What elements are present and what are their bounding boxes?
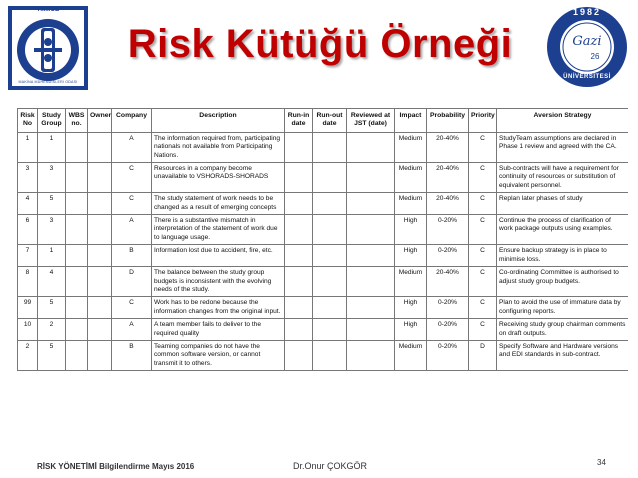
table-cell: 0-20% xyxy=(427,297,469,319)
table-cell: 99 xyxy=(18,297,38,319)
risk-register-table xyxy=(17,108,628,371)
table-cell xyxy=(88,193,112,215)
table-cell: Sub-contracts will have a requirement for continuity of resources or substitution of equivalent personnel. xyxy=(497,163,629,193)
column-header: Reviewed at JST (date) xyxy=(347,109,395,133)
table-cell: C xyxy=(112,297,152,319)
table-cell xyxy=(285,163,313,193)
table-cell xyxy=(88,163,112,193)
table-cell: Co-ordinating Committee is authorised to adjust study group budgets. xyxy=(497,267,629,297)
table-cell: 3 xyxy=(38,215,66,245)
table-row xyxy=(18,319,629,341)
table-cell: High xyxy=(395,215,427,245)
mmo-logo xyxy=(8,6,88,90)
table-cell xyxy=(88,245,112,267)
table-cell: Medium xyxy=(395,340,427,370)
table-cell: C xyxy=(469,163,497,193)
table-cell: C xyxy=(469,297,497,319)
gazi-logo-script: Gazi xyxy=(572,34,602,49)
column-header: Owner xyxy=(88,109,112,133)
table-cell: 1 xyxy=(18,132,38,162)
table-cell xyxy=(313,132,347,162)
table-cell: 10 xyxy=(18,319,38,341)
table-cell xyxy=(66,193,88,215)
table-cell: 20-40% xyxy=(427,267,469,297)
table-cell xyxy=(66,340,88,370)
table-cell: D xyxy=(469,340,497,370)
table-cell xyxy=(347,132,395,162)
table-cell xyxy=(285,340,313,370)
table-cell: 5 xyxy=(38,297,66,319)
table-cell: Medium xyxy=(395,163,427,193)
table-cell: 20-40% xyxy=(427,132,469,162)
table-cell: Information lost due to accident, fire, etc. xyxy=(152,245,285,267)
page-title: Risk Kütüğü Örneği xyxy=(127,22,513,66)
table-cell xyxy=(88,319,112,341)
table-cell: A xyxy=(112,132,152,162)
column-header: Company xyxy=(112,109,152,133)
table-cell xyxy=(313,163,347,193)
table-cell: 5 xyxy=(38,193,66,215)
table-cell: 20-40% xyxy=(427,193,469,215)
table-cell: 0-20% xyxy=(427,215,469,245)
table-row xyxy=(18,193,629,215)
table-cell xyxy=(66,132,88,162)
table-cell: The study statement of work needs to be changed as a result of emerging concepts xyxy=(152,193,285,215)
table-cell: High xyxy=(395,319,427,341)
table-row xyxy=(18,267,629,297)
table-cell: Specify Software and Hardware versions and EDI standards in sub-contract. xyxy=(497,340,629,370)
gazi-logo-ring-text: ÜNİVERSİTESİ xyxy=(563,74,611,80)
table-cell xyxy=(347,340,395,370)
table-cell: 5 xyxy=(38,340,66,370)
table-cell: The information required from, participating nationals not available from Participating Nations. xyxy=(152,132,285,162)
table-cell: 2 xyxy=(38,319,66,341)
column-header: Impact xyxy=(395,109,427,133)
table-cell xyxy=(347,319,395,341)
column-header: Description xyxy=(152,109,285,133)
table-cell xyxy=(66,163,88,193)
table-cell: Ensure backup strategy is in place to minimise loss. xyxy=(497,245,629,267)
table-cell: 20-40% xyxy=(427,163,469,193)
table-cell xyxy=(66,245,88,267)
table-cell xyxy=(66,297,88,319)
table-cell xyxy=(88,297,112,319)
mmo-logo-top-text: TMMOB xyxy=(36,7,60,13)
gazi-logo-year: 1982 xyxy=(572,7,602,17)
risk-register-table-container xyxy=(17,108,628,456)
table-cell xyxy=(285,132,313,162)
table-cell: D xyxy=(112,267,152,297)
table-cell: Plan to avoid the use of immature data by configuring reports. xyxy=(497,297,629,319)
table-cell xyxy=(285,193,313,215)
footer-course-title: RİSK YÖNETİMİ Bilgilendirme Mayıs 2016 xyxy=(37,462,195,471)
table-cell xyxy=(285,267,313,297)
table-cell: Medium xyxy=(395,267,427,297)
table-cell xyxy=(285,319,313,341)
table-cell: 4 xyxy=(18,193,38,215)
table-cell: 0-20% xyxy=(427,340,469,370)
table-cell: StudyTeam assumptions are declared in Phase 1 review and agreed with the CA. xyxy=(497,132,629,162)
table-cell: C xyxy=(469,319,497,341)
table-row xyxy=(18,215,629,245)
table-cell: Teaming companies do not have the common software version, or cannot transmit it to others. xyxy=(152,340,285,370)
table-cell xyxy=(347,163,395,193)
table-cell: C xyxy=(469,215,497,245)
table-cell: C xyxy=(469,132,497,162)
table-cell xyxy=(313,297,347,319)
column-header: Risk No xyxy=(18,109,38,133)
table-cell: Work has to be redone because the information changes from the original input. xyxy=(152,297,285,319)
table-row xyxy=(18,245,629,267)
table-cell xyxy=(347,267,395,297)
column-header: WBS no. xyxy=(66,109,88,133)
table-cell xyxy=(313,319,347,341)
table-cell: Resources in a company become unavailable to VSHORADS-SHORADS xyxy=(152,163,285,193)
table-cell: There is a substantive mismatch in interpretation of the statement of work due to language usage. xyxy=(152,215,285,245)
table-cell: High xyxy=(395,297,427,319)
table-cell: 8 xyxy=(18,267,38,297)
column-header: Priority xyxy=(469,109,497,133)
table-cell: 6 xyxy=(18,215,38,245)
table-cell: C xyxy=(112,163,152,193)
table-cell: 1 xyxy=(38,245,66,267)
table-cell: 4 xyxy=(38,267,66,297)
table-cell: Receiving study group chairman comments on draft outputs. xyxy=(497,319,629,341)
table-cell: 3 xyxy=(38,163,66,193)
table-header-row xyxy=(18,109,629,133)
table-cell: C xyxy=(469,245,497,267)
table-cell: C xyxy=(469,267,497,297)
table-cell: 3 xyxy=(18,163,38,193)
table-cell xyxy=(313,340,347,370)
column-header: Aversion Strategy xyxy=(497,109,629,133)
table-cell xyxy=(313,245,347,267)
table-cell: B xyxy=(112,245,152,267)
mmo-logo-ring-text: MAKİNA MÜHENDİSLERİ ODASI xyxy=(18,80,78,84)
table-cell: A xyxy=(112,319,152,341)
table-body xyxy=(18,132,629,370)
table-cell: Medium xyxy=(395,132,427,162)
table-cell xyxy=(313,193,347,215)
table-row xyxy=(18,163,629,193)
table-cell: 1 xyxy=(38,132,66,162)
table-cell xyxy=(66,267,88,297)
column-header: Run-out date xyxy=(313,109,347,133)
table-cell: C xyxy=(112,193,152,215)
table-cell xyxy=(347,245,395,267)
table-cell xyxy=(88,215,112,245)
table-cell xyxy=(88,132,112,162)
table-cell: A xyxy=(112,215,152,245)
column-header: Study Group xyxy=(38,109,66,133)
column-header: Run-in date xyxy=(285,109,313,133)
table-cell xyxy=(285,215,313,245)
table-cell xyxy=(347,215,395,245)
table-cell: The balance between the study group budgets is inconsistent with the evolving needs of the study. xyxy=(152,267,285,297)
table-cell xyxy=(347,297,395,319)
table-cell: Replan later phases of study xyxy=(497,193,629,215)
table-cell xyxy=(88,340,112,370)
footer-author: Dr.Onur ÇOKGÖR xyxy=(293,461,368,471)
table-cell: 7 xyxy=(18,245,38,267)
table-cell xyxy=(313,267,347,297)
table-cell: Continue the process of clarification of work package outputs using examples. xyxy=(497,215,629,245)
table-cell: A team member fails to deliver to the required quality xyxy=(152,319,285,341)
table-cell: High xyxy=(395,245,427,267)
table-cell: Medium xyxy=(395,193,427,215)
table-cell xyxy=(313,215,347,245)
table-cell xyxy=(88,267,112,297)
table-cell: B xyxy=(112,340,152,370)
table-cell xyxy=(66,319,88,341)
table-cell: 0-20% xyxy=(427,245,469,267)
table-cell: C xyxy=(469,193,497,215)
table-cell: 2 xyxy=(18,340,38,370)
table-row xyxy=(18,132,629,162)
table-cell xyxy=(347,193,395,215)
column-header: Probability xyxy=(427,109,469,133)
page-number: 34 xyxy=(597,458,606,467)
table-cell xyxy=(285,297,313,319)
table-cell: 0-20% xyxy=(427,319,469,341)
table-row xyxy=(18,340,629,370)
gazi-logo-number: 26 xyxy=(590,52,600,61)
table-cell xyxy=(66,215,88,245)
table-cell xyxy=(285,245,313,267)
table-row xyxy=(18,297,629,319)
